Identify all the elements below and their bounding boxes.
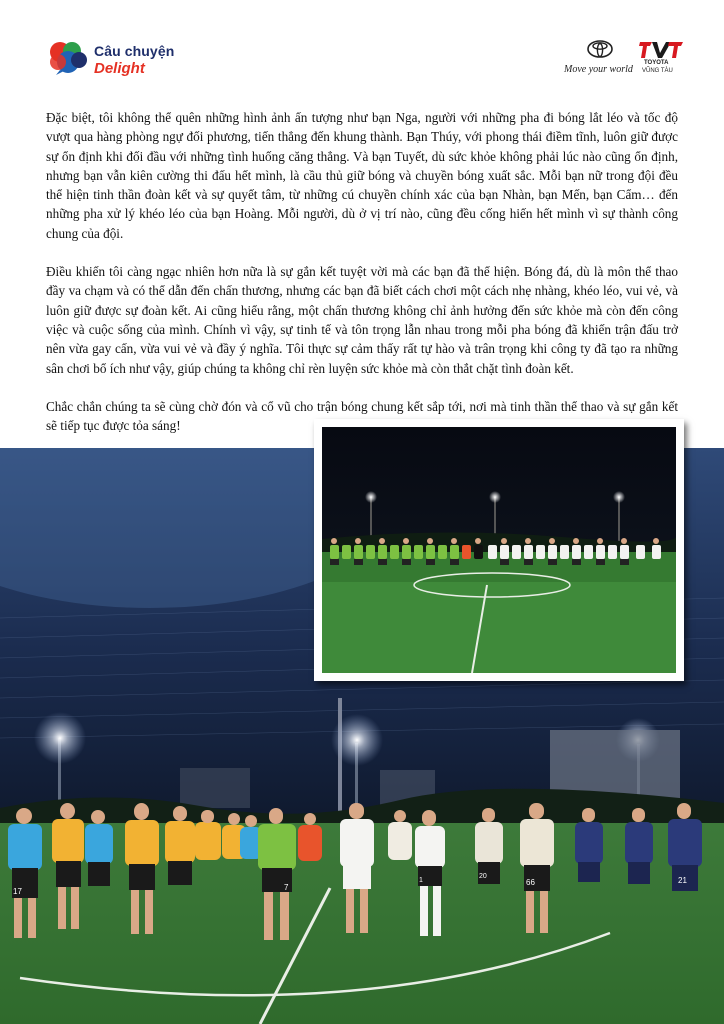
- jersey-number: 17: [13, 887, 22, 896]
- tvt-dealer-logo: [638, 40, 684, 82]
- jersey-number: 21: [678, 876, 687, 885]
- team-photo-inset: [314, 419, 684, 681]
- paragraph-1: Đặc biệt, tôi không thể quên những hình ảnh ấn tượng như bạn Nga, người với những pha đi bóng lắt léo và tốc độ vượt qua hàng phòng ngự đối phương, tiến thẳng đến khung thành. Bạn Thúy, với phong thái điềm tĩnh, luôn giữ được sự ổn định khi đối đầu với những tình huống căng thẳng. Và bạn Tuyết, dù sức khỏe không phải lúc nào cũng ổn định, nhưng bạn vẫn kiên cường thi đấu hết mình, là cầu thủ giữ bóng và chuyền bóng xuất sắc. Mỗi bạn nữ trong đội đều thể hiện tinh thần đoàn kết và sự quyết tâm, từ những cú chuyền chính xác của bạn Nhàn, bạn Mến, bạn Cẩm… đến những pha xử lý khéo léo của bạn Hoàng. Mỗi người, dù ở vị trí nào, cũng đều cống hiến hết mình vì sự thành công chung của đội.: [46, 110, 678, 241]
- toyota-tagline: Move your world: [564, 64, 633, 75]
- toyota-emblem-icon: [587, 40, 613, 58]
- jersey-number: 66: [526, 878, 535, 887]
- dealer-brand: TOYOTA: [644, 60, 669, 66]
- speech-bubbles-icon: [46, 40, 90, 76]
- brand-subtitle: Delight: [94, 60, 145, 77]
- toyota-logos: [560, 40, 684, 82]
- dealer-location: VŨNG TÀU: [642, 68, 673, 74]
- jersey-number: 1: [419, 877, 423, 884]
- delight-logo: [46, 40, 186, 84]
- paragraph-3: Chắc chắn chúng ta sẽ cùng chờ đón và cổ vũ cho trận bóng chung kết sắp tới, nơi mà tinh thần thể thao và sự gắn kết sẽ tiếp tục được tỏa sáng!: [46, 398, 678, 434]
- article-body: [46, 108, 678, 454]
- jersey-number: 7: [284, 883, 289, 892]
- tvt-mark-icon: [638, 40, 684, 60]
- jersey-number: 20: [479, 873, 487, 880]
- paragraph-2: Điều khiến tôi càng ngạc nhiên hơn nữa là sự gắn kết tuyệt vời mà các bạn đã thể hiện. Bóng đá, dù là môn thể thao đầy va chạm và có thể dẫn đến chấn thương, nhưng các bạn đã biết cách chơi một cách nhẹ nhàng, khéo léo, vui vẻ, và luôn giữ được sự đoàn kết. Ai cũng hiểu rằng, một chấn thương không chỉ ảnh hưởng đến sức khỏe mà còn đến công việc và cuộc sống của mình. Chính vì vậy, sự tinh tế và tôn trọng lẫn nhau trong mỗi pha bóng đã khiến trận đấu trở nên vừa gay cấn, vừa vui vẻ và đầy ý nghĩa. Tôi thực sự cảm thấy rất tự hào và trân trọng khi công ty đã tạo ra những sân chơi bổ ích như vậy, giúp chúng ta không chỉ rèn luyện sức khỏe mà còn thắt chặt tình đoàn kết.: [46, 264, 678, 376]
- page-header: [0, 0, 724, 95]
- brand-title: Câu chuyện: [94, 43, 175, 59]
